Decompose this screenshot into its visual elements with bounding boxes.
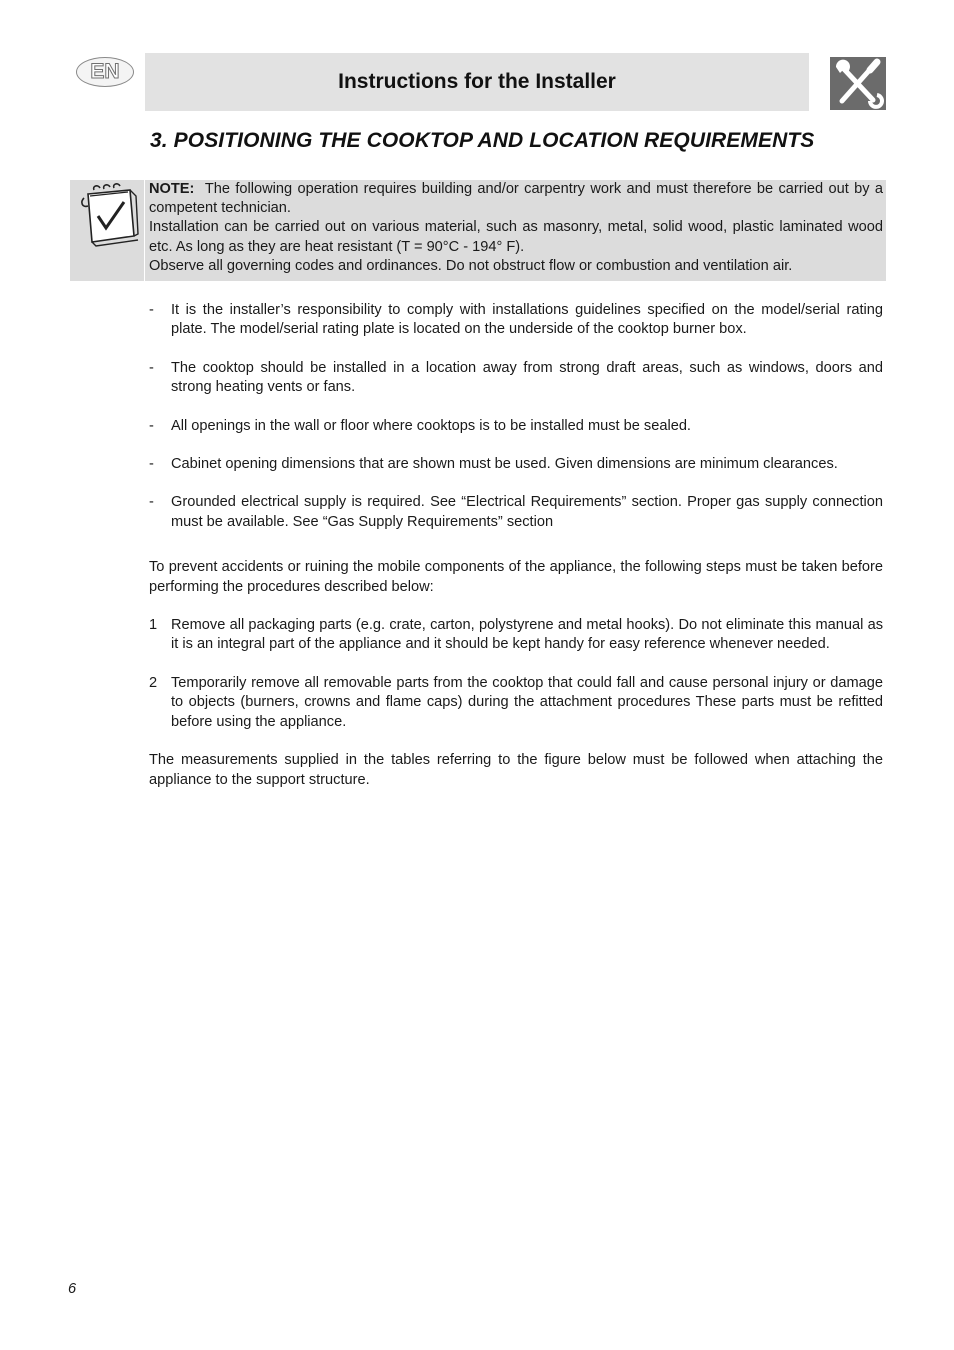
notepad-check-icon bbox=[70, 180, 144, 281]
main-content bbox=[149, 301, 883, 809]
list-item bbox=[149, 455, 883, 474]
page-number: 6 bbox=[68, 1281, 77, 1297]
step-item bbox=[149, 616, 883, 655]
section-title: 3. POSITIONING THE COOKTOP AND LOCATION REQUIREMENTS bbox=[150, 129, 815, 152]
list-item-text: All openings in the wall or floor where cooktops is to be installed must be sealed. bbox=[171, 417, 691, 434]
list-item bbox=[149, 417, 883, 436]
list-item-text: Grounded electrical supply is required. See “Electrical Requirements” section. Proper gas supply connection must be available. See “Gas Supply Requirements” section bbox=[171, 494, 883, 530]
list-item-text: The cooktop should be installed in a location away from strong draft areas, such as windows, doors and strong heating vents or fans. bbox=[171, 359, 883, 396]
header-bar bbox=[145, 53, 809, 111]
intro-paragraph: To prevent accidents or ruining the mobile components of the appliance, the following steps must be taken before performing the procedures described below: bbox=[149, 559, 883, 595]
bullet-mark: - bbox=[149, 494, 154, 511]
note-icon-panel bbox=[70, 180, 144, 281]
requirements-list bbox=[149, 301, 883, 532]
note-line-1 bbox=[149, 180, 883, 218]
note-text-1: The following operation requires building and/or carpentry work and must therefore be carried out by a competent technician. bbox=[149, 181, 883, 217]
list-item bbox=[149, 493, 883, 532]
bullet-mark: - bbox=[149, 302, 154, 318]
bullet-mark: - bbox=[149, 359, 154, 376]
bullet-mark: - bbox=[149, 417, 154, 434]
bullet-mark: - bbox=[149, 456, 154, 473]
language-badge: EN bbox=[76, 57, 134, 87]
step-number: 2 bbox=[149, 674, 158, 691]
step-text: Remove all packaging parts (e.g. crate, carton, polystyrene and metal hooks). Do not eliminate this manual as it is an integral part of the appliance and it should be kept handy for easy reference whenever needed. bbox=[171, 617, 883, 653]
closing-paragraph: The measurements supplied in the tables referring to the figure below must be followed when attaching the appliance to the support structure. bbox=[149, 752, 883, 788]
step-text: Temporarily remove all removable parts from the cooktop that could fall and cause personal injury or damage to objects (burners, crowns and flame caps) during the attachment procedures These parts must be refitted before using the appliance. bbox=[171, 674, 883, 730]
note-box bbox=[145, 180, 886, 281]
list-item bbox=[149, 359, 883, 398]
list-item-text: It is the installer’s responsibility to comply with installations guidelines specified on the model/serial rating plate. The model/serial rating plate is located on the underside of the cooktop burner box. bbox=[171, 302, 883, 338]
step-number: 1 bbox=[149, 617, 158, 634]
list-item bbox=[149, 301, 883, 340]
list-item-text: Cabinet opening dimensions that are shown must be used. Given dimensions are minimum clearances. bbox=[171, 456, 838, 473]
header-title: Instructions for the Installer bbox=[338, 70, 616, 93]
note-line-3: Observe all governing codes and ordinances. Do not obstruct flow or combustion and ventilation air. bbox=[149, 257, 793, 274]
steps-list bbox=[149, 616, 883, 732]
note-label: NOTE: bbox=[149, 181, 195, 197]
wrench-screwdriver-icon bbox=[830, 57, 886, 110]
note-line-2: Installation can be carried out on various material, such as masonry, metal, solid wood, plastic laminated wood etc. As long as they are heat resistant (T = 90°C - 194° F). bbox=[149, 219, 883, 255]
step-item bbox=[149, 674, 883, 732]
